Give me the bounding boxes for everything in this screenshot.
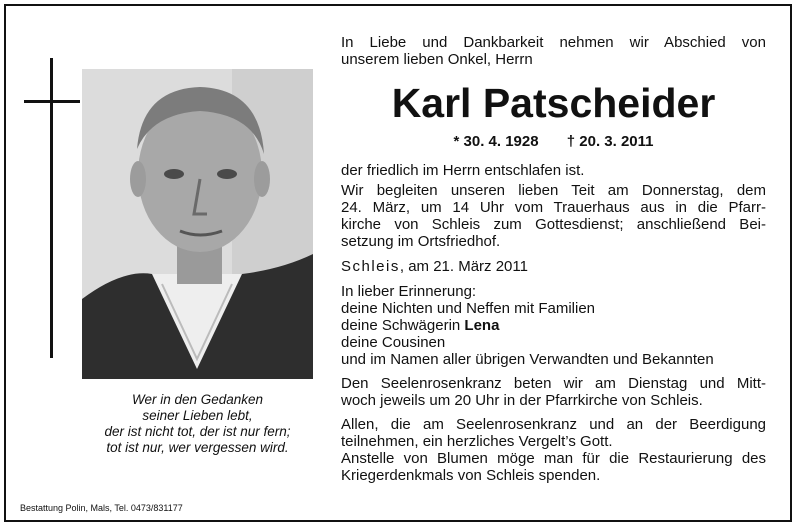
funeral-home-credit: Bestattung Polin, Mals, Tel. 0473/831177 <box>20 503 183 513</box>
flowers-line: Kriegerdenkmals von Schleis spenden. <box>341 467 601 484</box>
mourner-prefix: deine Schwägerin <box>341 317 461 334</box>
cross-icon <box>50 58 53 358</box>
notice-text <box>341 34 766 68</box>
funeral-line: 24. März, um 14 Uhr vom Trauerhaus aus in die Pfarr- <box>341 199 766 216</box>
mourner-line: deine Cousinen <box>341 334 446 351</box>
funeral-line: Wir begleiten unseren lieben Teit am Donnerstag, dem <box>341 182 766 199</box>
quote-line: seiner Lieben lebt, <box>142 408 253 423</box>
intro-line: unserem lieben Onkel, Herrn <box>341 51 533 68</box>
memory-label: In lieber Erinnerung: <box>341 283 477 300</box>
thanks-line: teilnehmen, ein herzliches Vergelt’s Gott. <box>341 433 613 450</box>
place: Schleis <box>341 258 400 275</box>
intro-line: In Liebe und Dankbarkeit nehmen wir Abschied von <box>341 34 766 51</box>
after-name-line: der friedlich im Herrn entschlafen ist. <box>341 162 585 179</box>
funeral-line: kirche von Schleis zum Gottesdienst; anschließend Bei- <box>341 216 766 233</box>
life-dates <box>341 133 766 150</box>
quote-line: tot ist nur, wer vergessen wird. <box>106 440 289 455</box>
thanks-line: Allen, die am Seelenrosenkranz und an der Beerdigung <box>341 416 766 433</box>
quote-line: Wer in den Gedanken <box>131 392 264 407</box>
mourner-line: deine Nichten und Neffen mit Familien <box>341 300 596 317</box>
birth-date: * 30. 4. 1928 <box>453 133 539 150</box>
mourner-name: Lena <box>464 317 500 334</box>
flowers-line: Anstelle von Blumen möge man für die Restaurierung des <box>341 450 766 467</box>
memorial-quote <box>82 392 313 456</box>
place-date <box>341 258 766 275</box>
rosary-line: woch jeweils um 20 Uhr in der Pfarrkirche von Schleis. <box>341 392 703 409</box>
notice-body <box>341 162 766 484</box>
mourner-line: und im Namen aller übrigen Verwandten und Bekannten <box>341 351 714 368</box>
funeral-line: setzung im Ortsfriedhof. <box>341 233 501 250</box>
death-date: † 20. 3. 2011 <box>566 133 654 150</box>
deceased-name: Karl Patscheider <box>391 80 716 126</box>
portrait-photo <box>82 69 313 379</box>
rosary-line: Den Seelenrosenkranz beten wir am Dienstag und Mitt- <box>341 375 766 392</box>
quote-line: der ist nicht tot, der ist nur fern; <box>104 424 291 439</box>
date: , am 21. März 2011 <box>399 258 528 275</box>
cross-icon-bar <box>24 100 80 103</box>
mourner-line <box>341 317 766 334</box>
